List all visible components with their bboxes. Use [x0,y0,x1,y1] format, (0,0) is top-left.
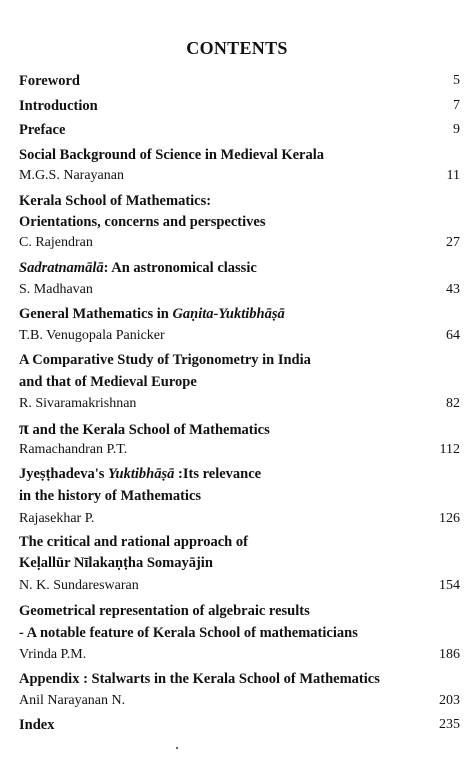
toc-entry-2-page: 27 [446,235,460,250]
toc-entry-7-author: Rajasekhar P. [19,511,95,526]
toc-entry-foreword-page: 5 [453,73,460,88]
toc-entry-9-author: Vrinda P.M. [19,647,87,662]
toc-entry-4-author: T.B. Venugopala Panicker [19,328,165,343]
toc-entry-7-title-line2: in the history of Mathematics [19,488,202,504]
toc-entry-9-page: 186 [439,647,460,662]
toc-entry-1-page: 11 [446,168,460,183]
toc-entry-8-title-line2: Keḷallūr Nīlakaṇṭha Somayājin [19,555,213,571]
toc-entry-5-author: R. Sivaramakrishnan [19,396,137,411]
toc-entry-3-page: 43 [446,282,460,297]
toc-entry-9-title-line2: - A notable feature of Kerala School of mathematicians [19,625,358,641]
toc-entry-6-page: 112 [439,442,460,457]
toc-entry-7-page: 126 [439,511,460,526]
toc-entry-3-title [19,259,257,277]
toc-entry-3-title-rest: : An astronomical classic [103,260,257,276]
toc-entry-3-title-italic: Sadratnamālā [19,260,104,276]
toc-entry-6-title-rest: and the Kerala School of Mathematics [28,422,270,438]
toc-entry-index-title: Index [19,717,55,733]
toc-entry-8-author: N. K. Sundareswaran [19,578,139,593]
toc-entry-7-title-italic: Yuktibhāṣā [108,466,175,482]
toc-entry-4-title-italic: Gaṇita-Yuktibhāṣā [172,306,285,322]
toc-entry-7-title-rest: :Its relevance [174,466,262,482]
toc-entry-index-page: 235 [439,717,460,732]
toc-entry-10-author: Anil Narayanan N. [19,693,126,708]
toc-entry-5-title-line1: A Comparative Study of Trigonometry in India [19,352,311,368]
toc-entry-introduction-title: Introduction [19,98,98,114]
toc-entry-10-page: 203 [439,693,460,708]
toc-entry-preface-title: Preface [19,122,66,138]
toc-entry-preface-page: 9 [453,122,460,137]
toc-entry-9-title-line1: Geometrical representation of algebraic results [19,603,310,619]
toc-entry-7-title-line1 [19,465,261,483]
toc-entry-2-title-line1: Kerala School of Mathematics: [19,193,212,209]
toc-entry-6-title [19,419,270,439]
toc-entry-10-title: Appendix : Stalwarts in the Kerala School of Mathematics [19,671,380,687]
toc-entry-2-title-line2: Orientations, concerns and perspectives [19,214,266,230]
toc-entry-3-author: S. Madhavan [19,282,93,297]
toc-entry-7-title-prefix: Jyeṣṭhadeva's [19,466,109,482]
toc-entry-8-title-line1: The critical and rational approach of [19,534,248,550]
toc-entry-2-author: C. Rajendran [19,235,93,250]
toc-entry-4-title-prefix: General Mathematics in [19,306,173,322]
toc-entry-foreword-title: Foreword [19,73,80,89]
toc-entry-1-author: M.G.S. Narayanan [19,168,124,183]
toc-entry-5-page: 82 [446,396,460,411]
toc-entry-8-page: 154 [439,578,460,593]
print-speck [176,747,178,749]
toc-entry-6-author: Ramachandran P.T. [19,442,128,457]
toc-entry-1-title: Social Background of Science in Medieval Kerala [19,147,325,163]
pi-symbol: π [19,418,29,438]
toc-entry-4-title [19,305,285,323]
page-title: CONTENTS [186,38,288,58]
toc-entry-5-title-line2: and that of Medieval Europe [19,374,197,390]
toc-entry-introduction-page: 7 [453,98,460,113]
toc-entry-4-page: 64 [446,328,460,343]
